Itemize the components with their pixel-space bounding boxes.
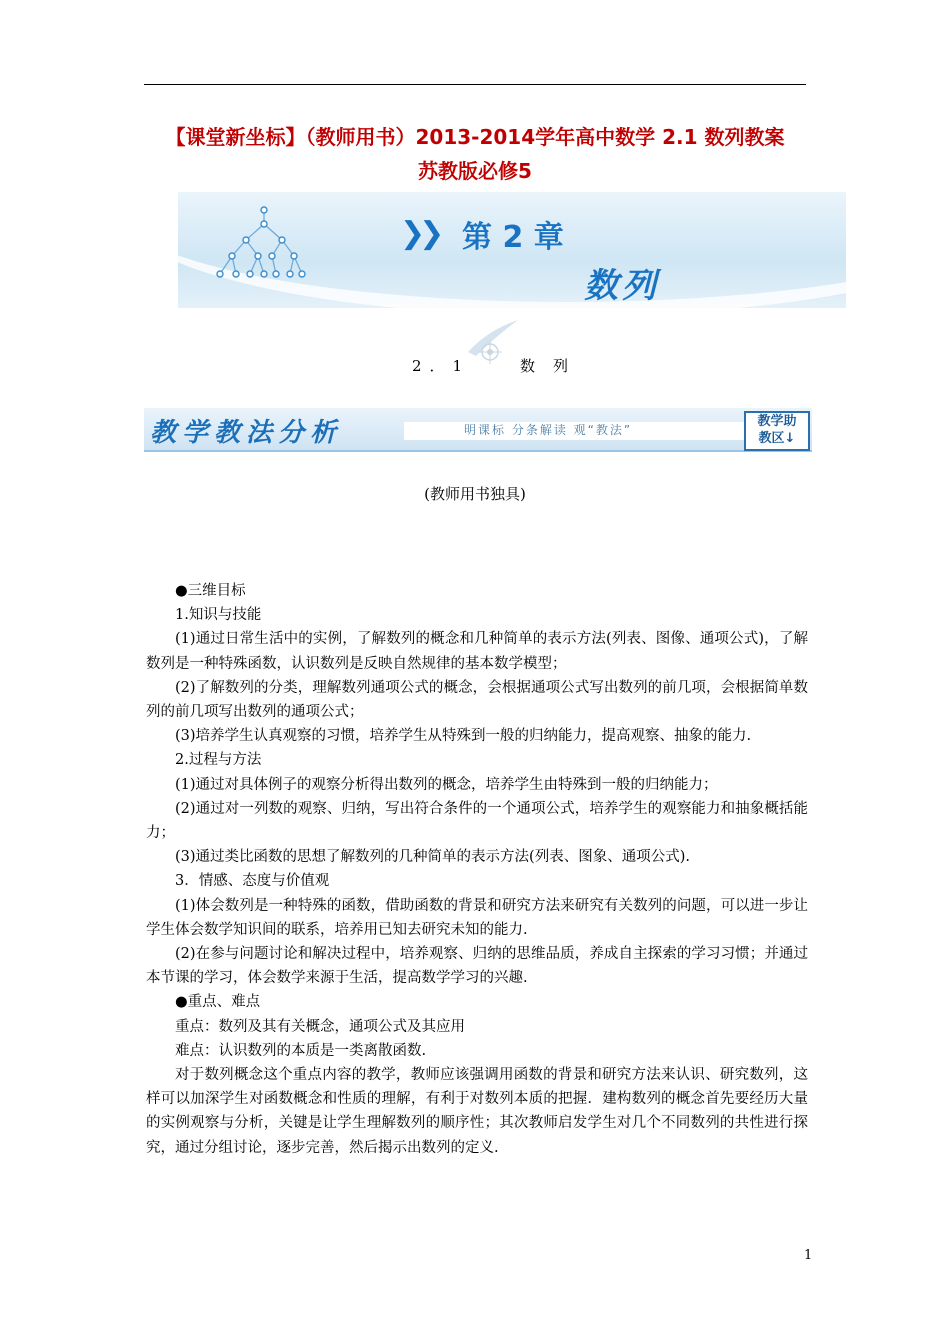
paragraph: ●三维目标 — [175, 583, 246, 599]
chapter-banner — [178, 192, 846, 308]
paragraph: 对于数列概念这个重点内容的教学，教师应该强调用函数的背景和研究方法来认识、研究数列，这样可以加深学生对函数概念和性质的理解，有利于对数列本质的把握．建构数列的概念首先要经历大量的实例观察与分析，关键是让学生理解数列的顺序性；其次教师启发学生对几个不同数列的共性进行探究，通过分组讨论，逐步完善，然后揭示出数列的定义. — [146, 1067, 808, 1156]
teaching-zone-badge — [744, 411, 810, 451]
teaching-analysis-bar — [144, 408, 812, 452]
teacher-exclusive-note: (教师用书独具) — [424, 485, 526, 503]
paragraph: (1)通过对具体例子的观察分析得出数列的概念，培养学生由特殊到一般的归纳能力； — [175, 776, 718, 793]
analysis-subtitle: 明课标 分条解读 观“教法” — [464, 423, 633, 437]
paragraph: 难点：认识数列的本质是一类离散函数. — [175, 1042, 427, 1059]
analysis-title: 教学教法分析 — [150, 418, 343, 448]
paragraph: (2)通过对一列数的观察、归纳，写出符合条件的一个通项公式，培养学生的观察能力和抽象概括能力； — [146, 800, 808, 842]
title-line-2: 苏教版必修5 — [418, 159, 532, 183]
zone-line-1: 教学助 — [757, 414, 797, 429]
chapter-number: 第 2 章 — [462, 220, 564, 255]
section-title: 数列 — [520, 357, 587, 375]
title-line-1: 【课堂新坐标】（教师用书）2013-2014学年高中数学 2.1 数列教案 — [165, 125, 785, 149]
paragraph: 重点：数列及其有关概念，通项公式及其应用 — [175, 1018, 465, 1035]
document-title — [140, 120, 810, 188]
top-rule — [144, 84, 806, 85]
section-number: 2．1 — [412, 357, 471, 375]
paragraph: 3．情感、态度与价值观 — [175, 873, 330, 890]
paragraph: 1.知识与技能 — [175, 607, 262, 624]
paragraph: (2)在参与问题讨论和解决过程中，培养观察、归纳的思维品质，养成自主探索的学习习惯；并通过本节课的学习，体会数学来源于生活，提高数学学习的兴趣. — [146, 946, 808, 987]
paragraph: (3)通过类比函数的思想了解数列的几种简单的表示方法(列表、图象、通项公式). — [175, 849, 690, 866]
paragraph: ●重点、难点 — [175, 994, 261, 1011]
paragraph: (1)通过日常生活中的实例，了解数列的概念和几种简单的表示方法(列表、图像、通项公式)，了解数列是一种特殊函数，认识数列是反映自然规律的基本数学模型； — [146, 631, 808, 672]
paragraph: (3)培养学生认真观察的习惯，培养学生从特殊到一般的归纳能力，提高观察、抽象的能力. — [175, 728, 752, 745]
chapter-name: 数列 — [584, 266, 660, 306]
paragraph: (2)了解数列的分类，理解数列通项公式的概念，会根据通项公式写出数列的前几项，会根据简单数列的前几项写出数列的通项公式； — [146, 679, 808, 721]
page-number: 1 — [804, 1248, 813, 1263]
double-chevron-icon: ❯❯ — [400, 216, 439, 251]
zone-line-2: 教区↓ — [758, 431, 796, 446]
paragraph: (1)体会数列是一种特殊的函数，借助函数的背景和研究方法来研究有关数列的问题，可以进一步让学生体会数学知识间的联系，培养用已知去研究未知的能力. — [146, 897, 808, 938]
tree-diagram-icon — [206, 200, 306, 300]
paragraph: 2.过程与方法 — [175, 752, 262, 769]
body-text — [146, 579, 808, 1160]
